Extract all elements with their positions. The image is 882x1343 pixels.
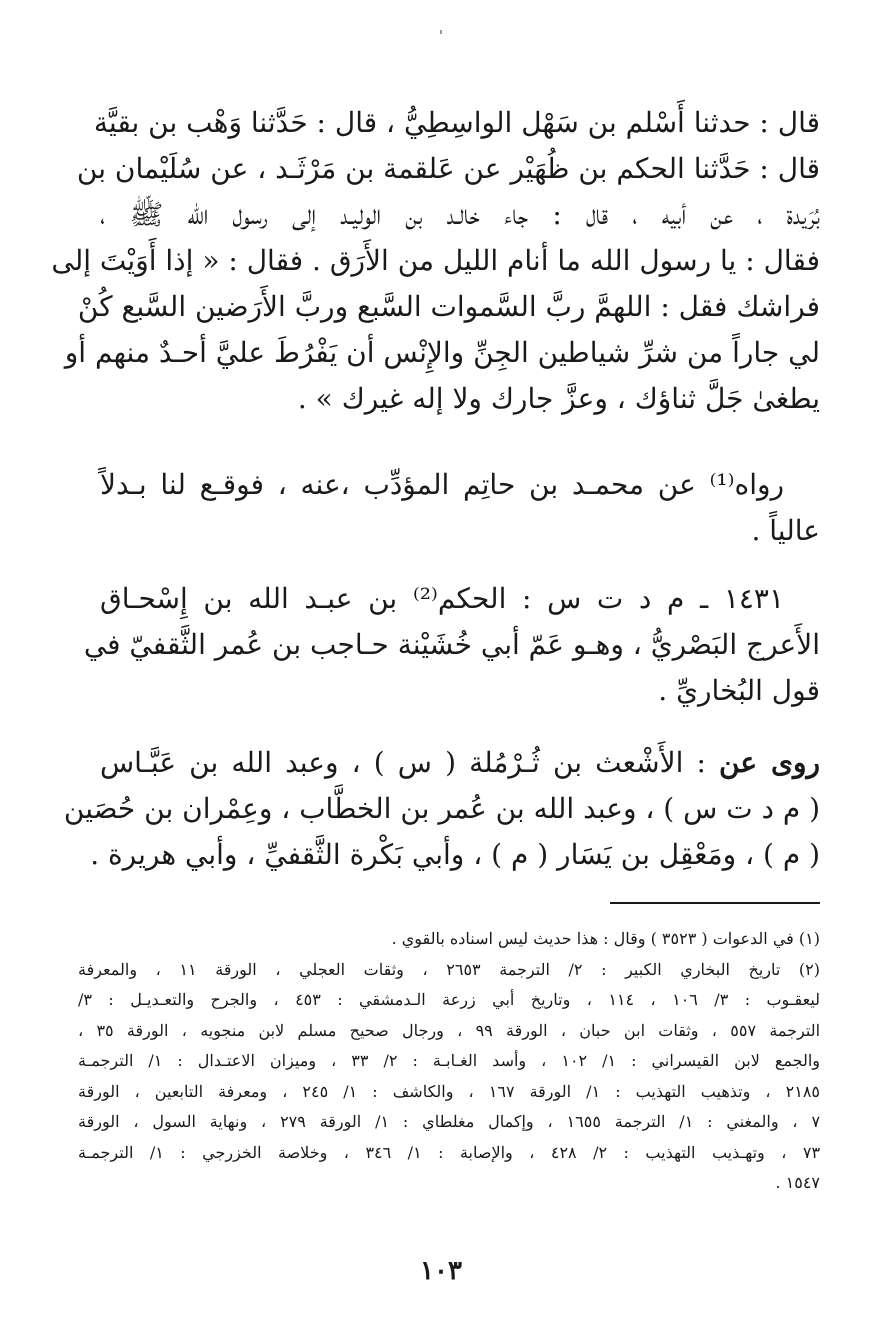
text-line: ( م د ت س ) ، وعبد الله بن عُمر بن الخطَّاب ، وعِمْران بن حُصَين xyxy=(63,792,820,825)
footnote-divider xyxy=(610,902,820,904)
narrated-from-paragraph xyxy=(63,740,820,878)
text-line: ( م ) ، ومَعْقِل بن يَسَار ( م ) ، وأبي بَكْرة الثَّقفيِّ ، وأبي هريرة . xyxy=(90,838,820,871)
biography-entry xyxy=(83,576,820,714)
text-line: قال : حدثنا أَسْلم بن سَهْل الواسِطِيُّ ، قال : حَدَّثنا وَهْب بن بقيَّة xyxy=(93,106,820,139)
footnote-line: والجمع لابن القيسراني : ١/ ١٠٢ ، وأسد الغـابـة : ٢/ ٣٣ ، وميزان الاعتـدال : ١/ الترجمـة xyxy=(78,1051,821,1070)
entry-heading-line: ١٤٣١ ـ م د ت س : الحكم⁽²⁾ بن عبـد الله بن إِسْحـاق xyxy=(100,582,784,615)
footnote-line: ليعقـوب : ٣/ ١٠٦ ، ١١٤ ، وتاريخ أبي زرعة الـدمشقي : ٤٥٣ ، والجرح والتعـديـل : ٣/ xyxy=(78,990,821,1009)
footnotes xyxy=(78,924,820,1199)
footnote-line: (٢) تاريخ البخاري الكبير : ٢/ الترجمة ٢٦٥٣ ، وثقات العجلي ، الورقة ١١ ، والمعرفة xyxy=(78,959,821,979)
footnote-line: ٧٣ ، وتهـذيب التهذيب : ٢/ ٤٢٨ ، والإصابة : ١/ ٣٤٦ ، وخلاصة الخزرجي : ١/ الترجمـة xyxy=(78,1142,821,1162)
scan-speck xyxy=(440,30,442,34)
footnote-line: ٧ ، والمغني : ١/ الترجمة ١٦٥٥ ، وإكمال مغلطاي : ١/ الورقة ٢٧٩ ، ونهاية السول ، الورقة xyxy=(78,1112,821,1131)
text-line: قال : حَدَّثنا الحكم بن ظُهَيْر عن عَلقمة بن مَرْثَـد ، عن سُلَيْمان بن xyxy=(76,152,820,185)
text-line: عالياً . xyxy=(751,514,820,547)
footnote-line: ١٥٤٧ . xyxy=(775,1173,820,1192)
rawa-line-text: : الأَشْعث بن ثُـرْمُلة ( س ) ، وعبد الله بن عَبَّـاس xyxy=(100,746,720,779)
text-line: يطغىٰ جَلَّ ثناؤك ، وعزَّ جارك ولا إله غيرك » . xyxy=(297,382,820,415)
text-line: بُرَيدة ، عن أبيه ، قال : جاء خالـد بن الوليـد إلى رسول الله ﷺ ، xyxy=(100,198,820,231)
footnote-line: (١) في الدعوات ( ٣٥٢٣ ) وقال : هذا حديث ليس اسناده بالقوي . xyxy=(391,929,820,948)
footnote-line: الترجمة ٥٥٧ ، وثقات ابن حبان ، الورقة ٩٩ ، ورجال صحيح مسلم لابن منجويه ، الورقة ٣٥ ، xyxy=(78,1020,821,1040)
text-line: لي جاراً من شرِّ شياطين الجِنِّ والإِنْس أن يَفْرُطَ عليَّ أحـدٌ منهم أو xyxy=(64,336,820,369)
footnote-line: ٢١٨٥ ، وتذهيب التهذيب : ١/ الورقة ١٦٧ ، والكاشف : ١/ ٢٤٥ ، ومعرفة التابعين ، الورقة xyxy=(78,1081,821,1101)
page-number: ١٠٣ xyxy=(420,1256,462,1286)
hadith-paragraph xyxy=(51,100,820,422)
riwayah-paragraph xyxy=(100,462,820,554)
text-line xyxy=(100,740,820,786)
text-line: الأَعرج البَصْريُّ ، وهـو عَمّ أبي خُشَيْنة حـاجب بن عُمر الثَّقفيّ في xyxy=(83,628,820,661)
text-line: رواه⁽¹⁾ عن محمـد بن حاتِم المؤدِّب ،عنه ، فوقـع لنا بـدلاً xyxy=(100,468,785,501)
text-line: فقال : يا رسول الله ما أنام الليل من الأَرَق . فقال : « إذا أَوَيْتَ إلى xyxy=(51,244,820,277)
rawa-lead: روى عن xyxy=(719,746,820,779)
text-line: فراشك فقل : اللهمَّ ربَّ السَّموات السَّبع وربَّ الأَرَضين السَّبع كُنْ xyxy=(77,290,820,323)
text-line: قول البُخاريِّ . xyxy=(658,674,820,707)
